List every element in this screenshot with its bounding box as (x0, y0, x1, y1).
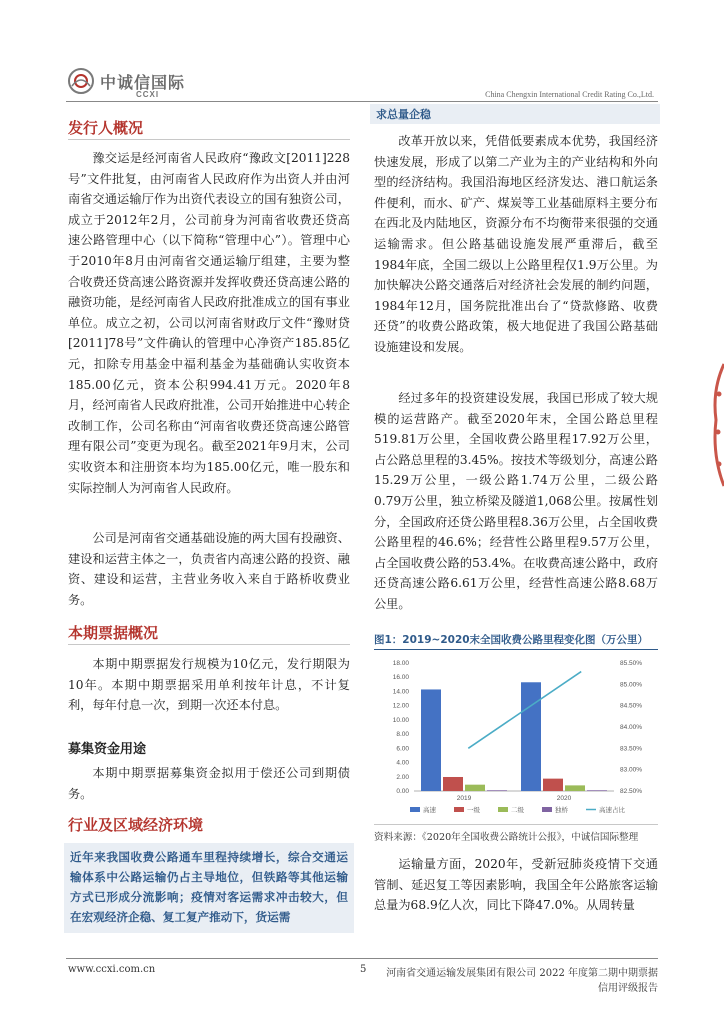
legend-label-独桥: 独桥 (555, 807, 568, 814)
seal-stamp-fragment (710, 360, 724, 495)
y-tick-label: 10.00 (392, 716, 409, 724)
bar-2020-二级 (565, 785, 585, 791)
bar-2019-二级 (465, 785, 485, 791)
y-tick-label: 18.00 (392, 660, 409, 667)
y-tick-label: 2.00 (396, 773, 409, 781)
bar-2020-一级 (543, 779, 563, 791)
legend-swatch-二级 (498, 807, 508, 812)
y2-tick-label: 84.50% (620, 702, 643, 710)
industry-heading: 行业及区域经济环境 (68, 816, 204, 834)
industry-highlight-continued: 求总量企稳 (370, 104, 660, 124)
footer-report-line-1: 河南省交通运输发展集团有限公司 2022 年度第二期中期票据 (386, 968, 658, 979)
issuer-heading-rule (68, 139, 350, 140)
bar-2019-独桥 (487, 790, 507, 791)
bar-2019-一级 (443, 777, 463, 791)
legend-label-二级: 二级 (511, 807, 524, 814)
y-tick-label: 12.00 (392, 702, 409, 710)
y2-tick-label: 83.00% (620, 766, 643, 774)
y-tick-label: 14.00 (392, 688, 409, 696)
bar-2020-独桥 (587, 790, 607, 791)
bar-2019-高速 (421, 689, 441, 791)
legend-swatch-独桥 (542, 807, 552, 812)
y2-tick-label: 84.00% (620, 724, 643, 731)
footer-page-number: 5 (360, 964, 367, 975)
use-of-proceeds-paragraph: 本期中期票据募集资金拟用于偿还公司到期债务。 (68, 766, 350, 801)
legend-label-一级: 一级 (467, 807, 480, 814)
industry-paragraph-1: 改革开放以来，凭借低要素成本优势，我国经济快速发展，形成了以第二产业为主的产业结构和外向型的经济结构。我国沿海地区经济发达、港口航运条件便利，而水、矿产、煤炭等工业基础原料主要分布在西北及内陆地区，资源分布不均衡带来很强的交通运输需求。但公路基础设施发展严重滞后，截至1984年底，全国二级以上公路里程仅1.9万公里。为加快解决公路交通落后对经济社会发展的制约问题，1984年12月，国务院批准出台了“贷款修路、收费还贷”的收费公路政策，极大地促进了我国公路基础设施建设和发展。 (374, 134, 658, 354)
toll-road-mileage-chart (374, 655, 658, 820)
legend-swatch-一级 (454, 807, 464, 812)
y2-tick-label: 85.00% (620, 681, 643, 689)
notes-heading-rule (68, 644, 350, 645)
figure-source: 资料来源：《2020年全国收费公路统计公报》，中诚信国际整理 (374, 832, 639, 843)
y2-tick-label: 82.50% (620, 788, 643, 795)
y2-tick-label: 85.50% (620, 660, 643, 667)
notes-heading: 本期票据概况 (68, 624, 159, 642)
y-tick-label: 0.00 (396, 788, 409, 795)
y-tick-label: 16.00 (392, 674, 409, 682)
use-of-proceeds-heading: 募集资金用途 (68, 742, 147, 757)
industry-paragraph-2: 经过多年的投资建设发展，我国已形成了较大规模的运营路产。截至2020年末，全国公路总里程519.81万公里，全国收费公路里程17.92万公里，占公路总里程的3.45%。按技术等级划分，高速公路15.29万公里，一级公路1.74万公里，二级公路0.79万公里，独立桥梁及隧道1,068公里。按属性划分，全国政府还贷公路里程8.36万公里，占全国收费公路里程的46.6%；经营性公路里程9.57万公里，占全国收费公路的53.4%。在收费高速公路中，政府还贷高速公路6.61万公里，经营性高速公路8.68万公里。 (374, 391, 658, 611)
y-tick-label: 6.00 (396, 745, 409, 753)
bar-2020-高速 (521, 682, 541, 791)
header-rule (66, 101, 658, 102)
legend-swatch-高速 (410, 807, 420, 812)
industry-highlight: 近年来我国收费公路通车里程持续增长，综合交通运输体系中公路运输仍占主导地位，但铁路等其他运输方式已形成分流影响；疫情对客运需求冲击较大，但在宏观经济企稳、复工复产推动下，货运需 (64, 843, 354, 933)
issuer-paragraph-1: 豫交运是经河南省人民政府“豫政文[2011]228号”文件批复，由河南省人民政府作为出资人并由河南省交通运输厅作为出资代表设立的国有独资公司，成立于2012年2月，公司前身为河南省收费还贷高速公路管理中心（以下简称“管理中心”）。管理中心于2010年8月由河南省交通运输厅组建，主要为整合收费还贷高速公路资源并发挥收费还贷高速公路的融资功能，是经河南省人民政府批准成立的国有事业单位。成立之初，公司以河南省财政厅文件“豫财贷[2011]78号”文件确认的管理中心净资产185.85亿元，扣除专用基金中福利基金为基础确认实收资本185.00亿元，资本公积994.41万元。2020年8月，经河南省人民政府批准，公司开始推进中心转企改制工作，公司名称由“河南省收费还贷高速公路管理有限公司”变更为现名。截至2021年9月末，公司实收资本和注册资本均为185.00亿元，唯一股东和实际控制人为河南省人民政府。 (68, 151, 350, 495)
logo-chinese-name: 中诚信国际 (100, 73, 186, 92)
issuer-paragraph-2: 公司是河南省交通基础设施的两大国有投融资、建设和运营主体之一，负责省内高速公路的投资、融资、建设和运营，主营业务收入来自于路桥收费业务。 (68, 531, 350, 607)
logo-english-name: CCXI (136, 90, 160, 99)
issuer-heading: 发行人概况 (68, 119, 144, 137)
ccxi-logo-icon (66, 66, 96, 96)
y2-tick-label: 83.50% (620, 745, 643, 753)
figure-title-rule (374, 649, 658, 650)
figure-title: 图1：2019~2020末全国收费公路里程变化图（万公里） (374, 634, 649, 646)
seal-stamp-icon (710, 360, 724, 490)
y-tick-label: 4.00 (396, 759, 409, 767)
footer-report-line-2: 信用评级报告 (598, 983, 658, 994)
footer-url[interactable]: www.ccxi.com.cn (68, 964, 156, 975)
legend-label-高速占比: 高速占比 (599, 807, 625, 814)
industry-paragraph-3: 运输量方面，2020年，受新冠肺炎疫情下交通管制、延迟复工等因素影响，我国全年公路旅客运输总量为68.9亿人次，同比下降47.0%。从周转量 (374, 857, 658, 913)
legend-label-高速: 高速 (423, 807, 436, 814)
notes-paragraph: 本期中期票据发行规模为10亿元，发行期限为10年。本期中期票据采用单利按年计息，不计复利，每年付息一次，到期一次还本付息。 (68, 657, 350, 713)
footer-report-title (386, 964, 658, 994)
company-english-name: China Chengxin International Credit Rating Co.,Ltd. (485, 90, 654, 99)
figure-bottom-rule (374, 824, 658, 825)
footer-rule (66, 958, 658, 959)
x-tick-label: 2019 (456, 795, 472, 802)
y-tick-label: 8.00 (396, 731, 409, 739)
x-tick-label: 2020 (556, 795, 572, 802)
